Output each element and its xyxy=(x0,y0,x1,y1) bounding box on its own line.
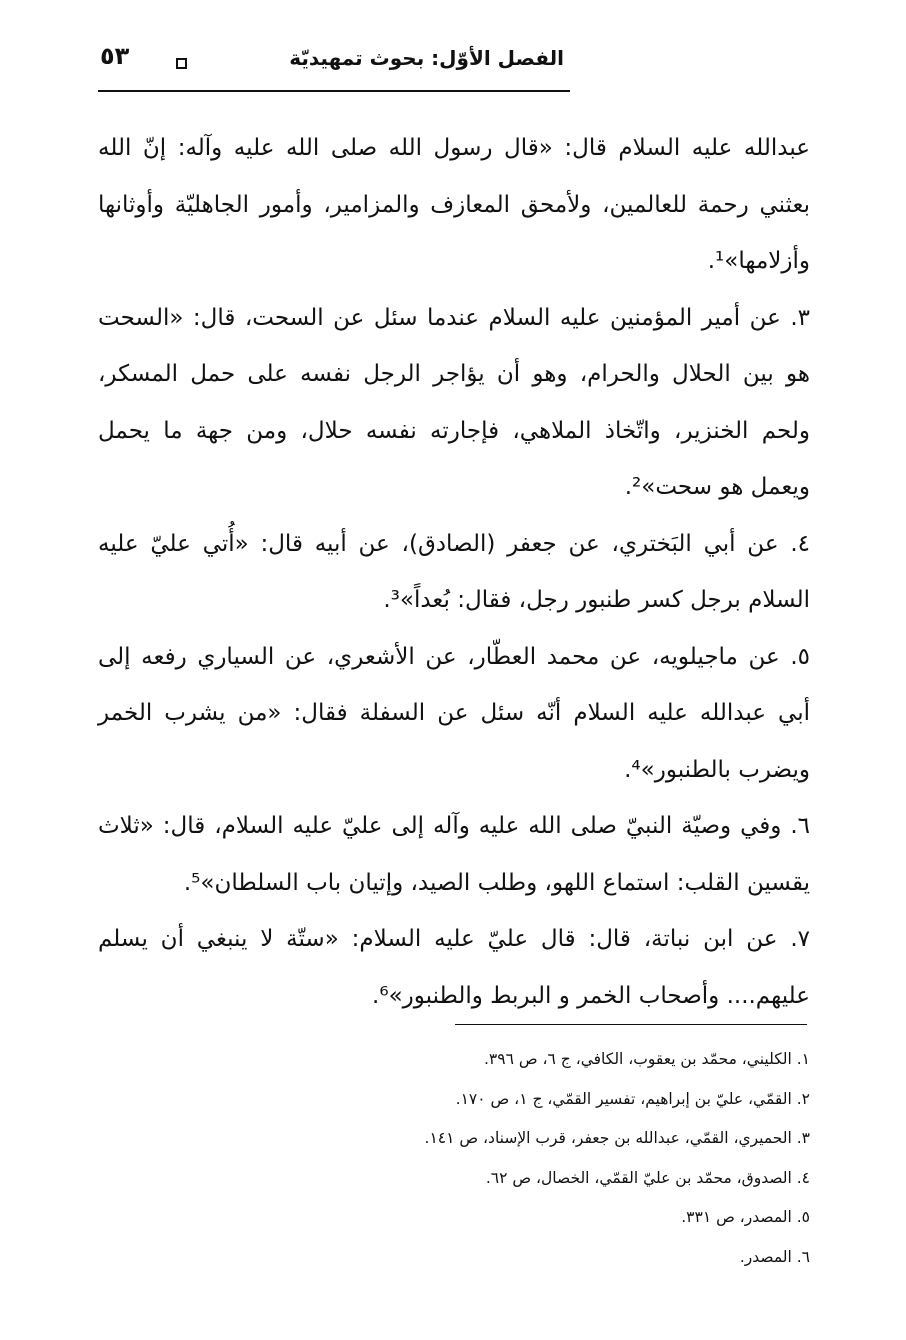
footnotes xyxy=(300,1040,810,1277)
footnote-2: ٢. القمّي، عليّ بن إبراهيم، تفسير القمّي، ج ١، ص ١٧٠. xyxy=(455,1089,810,1108)
paragraph-item-4: ٤. عن أبي البَختري، عن جعفر (الصادق)، عن أبيه قال: «أُتي عليّ عليه السلام برجل كسر طنبور رجل، فقال: بُعداً»³. xyxy=(98,530,810,613)
footnote-divider xyxy=(455,1024,807,1025)
footnote-3: ٣. الحميري، القمّي، عبدالله بن جعفر، قرب الإسناد، ص ١٤١. xyxy=(424,1129,810,1147)
chapter-title: الفصل الأوّل: بحوث تمهيديّة xyxy=(289,46,564,70)
paragraph-item-6: ٦. وفي وصيّة النبيّ صلى الله عليه وآله إلى عليّ عليه السلام، قال: «ثلاث يقسين القلب: استماع اللهو، وطلب الصيد، وإتيان باب السلطان»⁵. xyxy=(98,813,810,896)
running-header xyxy=(98,38,570,92)
page-number: ٥٣ xyxy=(100,42,130,70)
footnote-5: ٥. المصدر، ص ٣٣١. xyxy=(681,1208,810,1226)
paragraph-continuation: عبدالله عليه السلام قال: «قال رسول الله صلى الله عليه وآله: إنّ الله بعثني رحمة للعالمين، ولأمحق المعازف والمزامير، وأمور الجاهليّة وأوثانها وأزلامها»¹. xyxy=(98,135,810,274)
paragraph-item-7: ٧. عن ابن نباتة، قال: قال عليّ عليه السلام: «ستّة لا ينبغي أن يسلم عليهم.... وأصحاب الخمر و البربط والطنبور»⁶. xyxy=(98,926,810,1009)
body-text xyxy=(98,120,810,1024)
footnote-1: ١. الكليني، محمّد بن يعقوب، الكافي، ج ٦، ص ٣٩٦. xyxy=(483,1050,810,1068)
paragraph-item-5: ٥. عن ماجيلويه، عن محمد العطّار، عن الأشعري، عن السياري رفعه إلى أبي عبدالله عليه السلام أنّه سئل عن السفلة فقال: «من يشرب الخمر ويضرب بالطنبور»⁴. xyxy=(98,643,810,783)
footnote-6: ٦. المصدر. xyxy=(739,1247,810,1266)
square-ornament-icon xyxy=(176,58,187,69)
footnote-4: ٤. الصدوق، محمّد بن عليّ القمّي، الخصال، ص ٦٢. xyxy=(485,1168,810,1187)
paragraph-item-3: ٣. عن أمير المؤمنين عليه السلام عندما سئل عن السحت، قال: «السحت هو بين الحلال والحرام، وهو أن يؤاجر الرجل نفسه على حمل المسكر، ولحم الخنزير، واتّخاذ الملاهي، فإجارته نفسه حلال، ومن جهة ما يحمل ويعمل هو سحت»². xyxy=(98,304,810,500)
